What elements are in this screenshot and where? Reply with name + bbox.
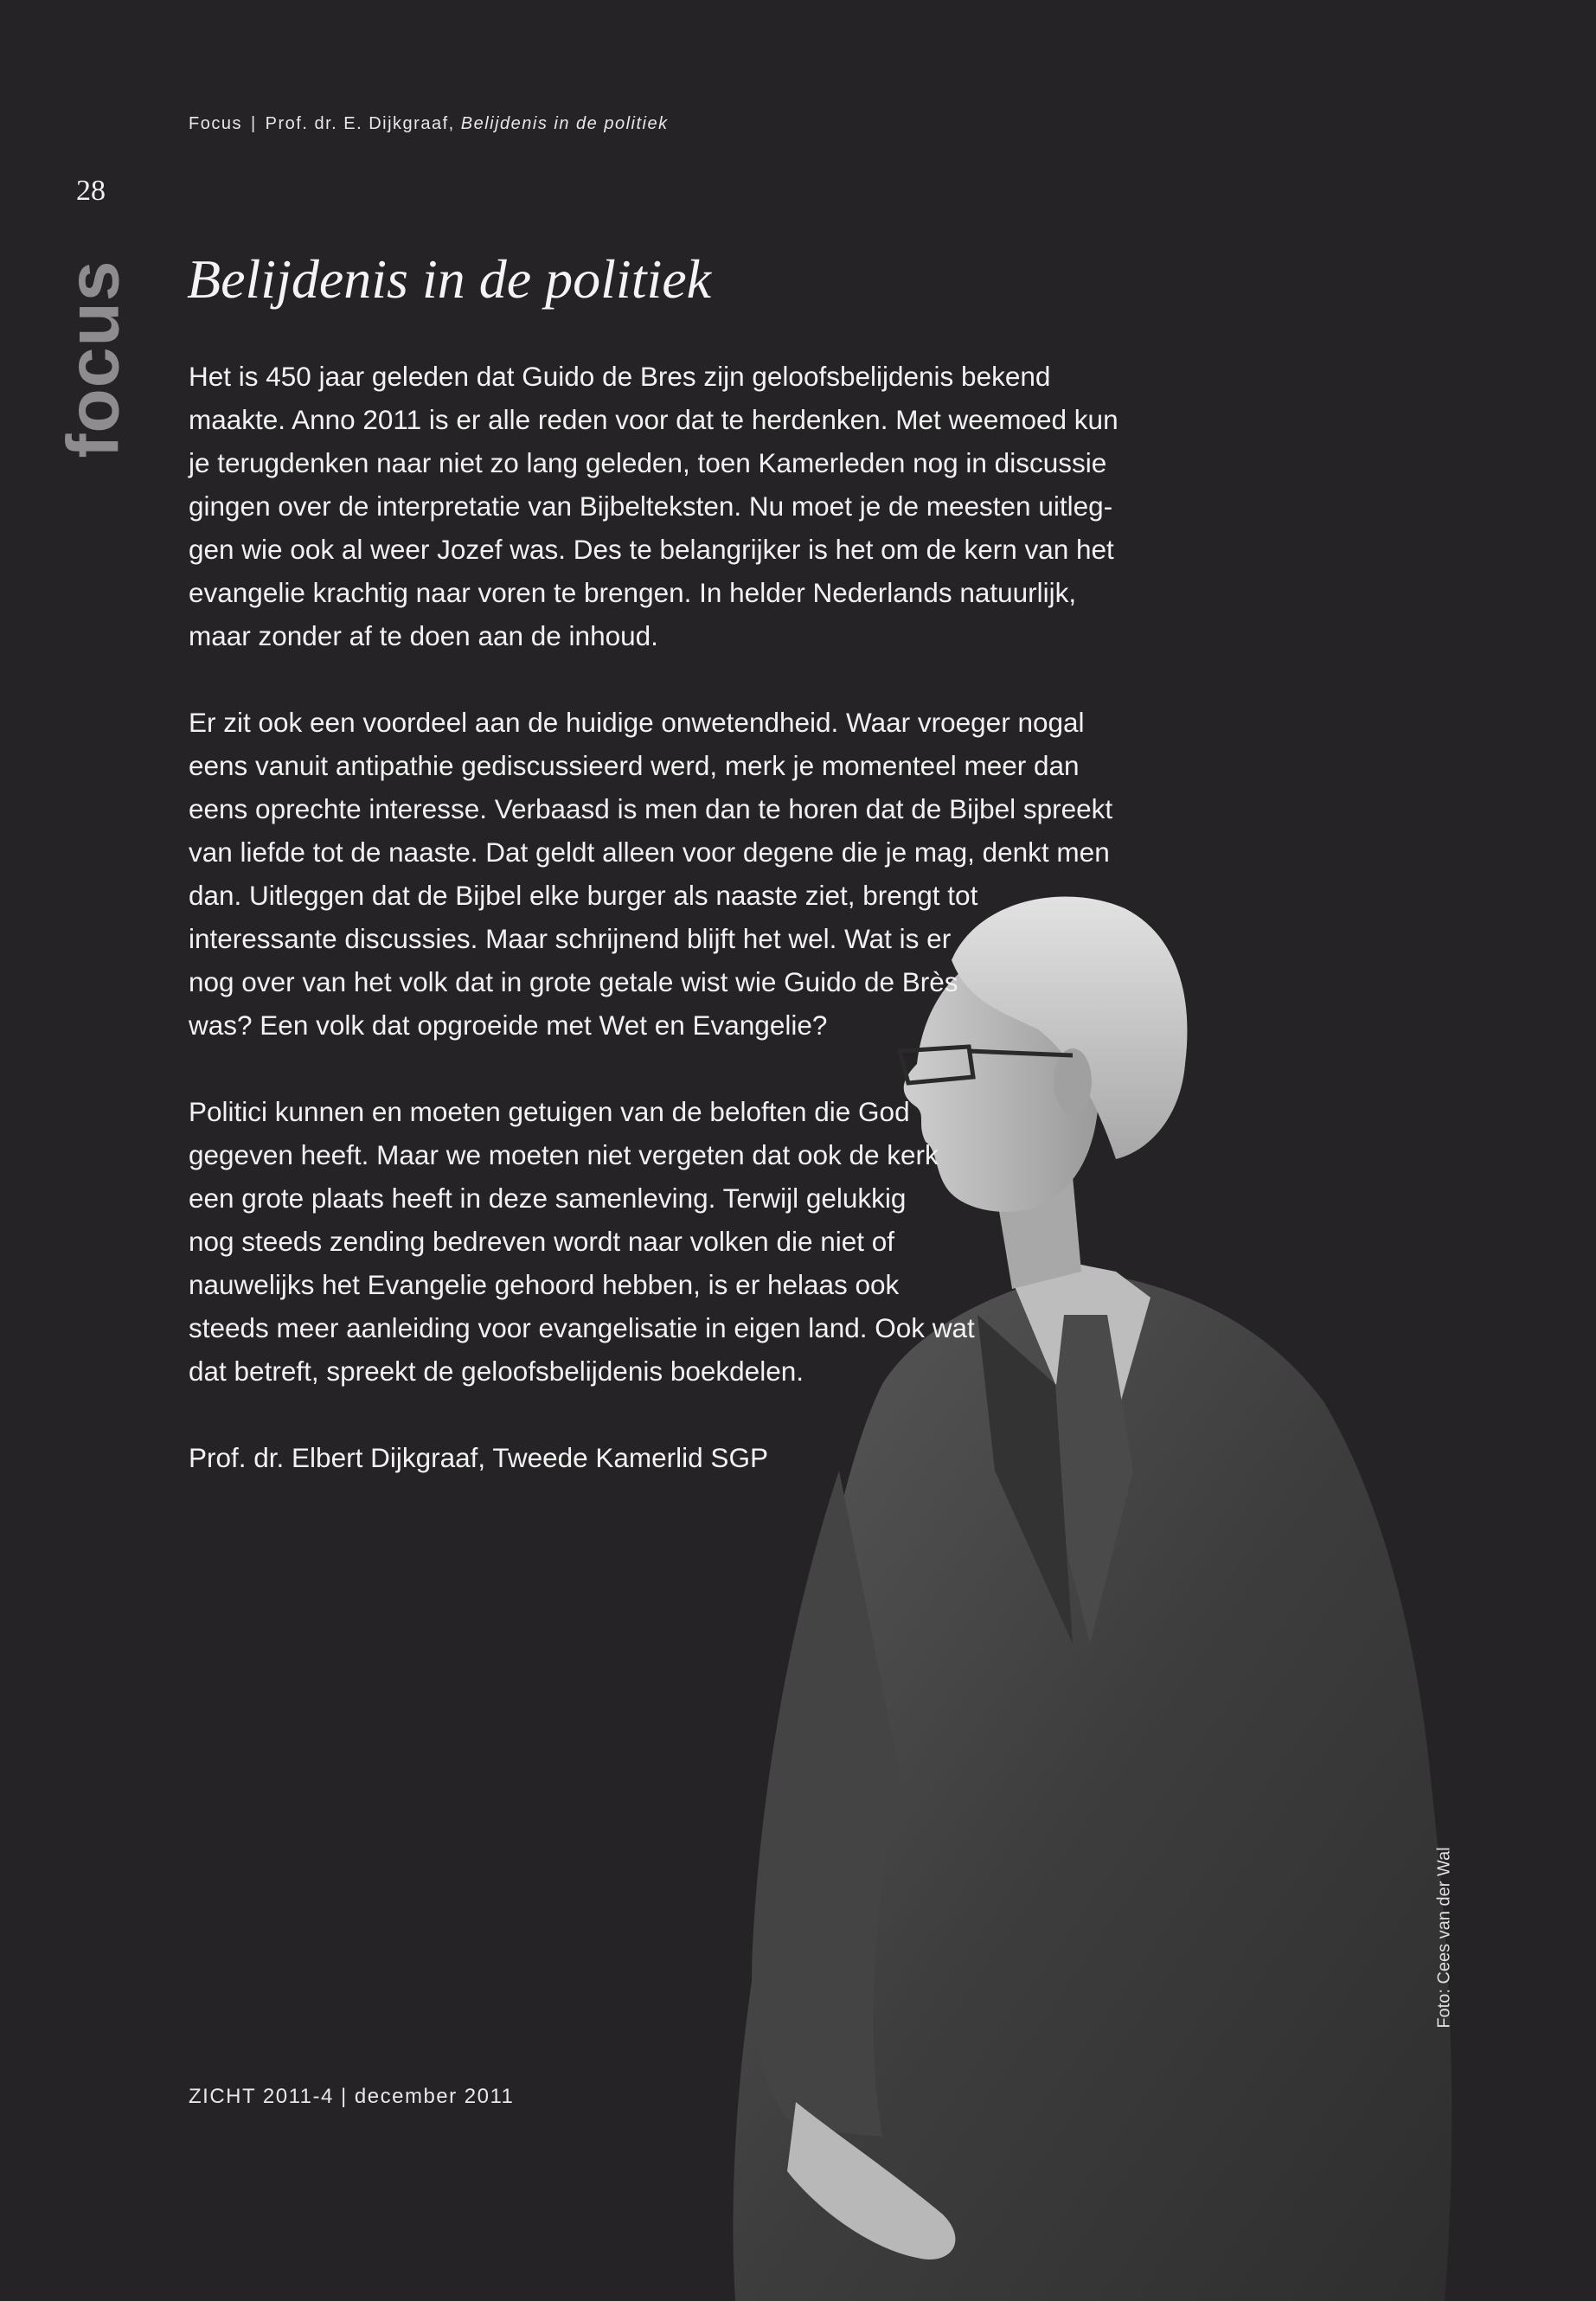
paragraph-line: gingen over de interpretatie van Bijbelteksten. Nu moet je de meesten uitleg- [189, 490, 1113, 522]
paragraph-line: van liefde tot de naaste. Dat geldt alleen voor degene die je mag, denkt men [189, 836, 1110, 868]
paragraph-line: was? Een volk dat opgroeide met Wet en Evangelie? [189, 1009, 828, 1041]
paragraph-2 [189, 701, 1157, 1047]
running-head-separator: | [250, 114, 257, 133]
paragraph-line: Er zit ook een voordeel aan de huidige onwetendheid. Waar vroeger nogal [189, 707, 1085, 738]
photo-credit: Foto: Cees van der Wal [1434, 1847, 1454, 2029]
paragraph-line: een grote plaats heeft in deze samenleving. Terwijl gelukkig [189, 1183, 907, 1214]
paragraph-1 [189, 355, 1157, 657]
section-label: focus [52, 260, 134, 458]
signature-line: Prof. dr. Elbert Dijkgraaf, Tweede Kamerlid SGP [189, 1442, 768, 1473]
running-head [189, 114, 669, 134]
running-head-section: Focus [189, 114, 242, 133]
paragraph-line: maar zonder af te doen aan de inhoud. [189, 620, 658, 651]
paragraph-line: maakte. Anno 2011 is er alle reden voor dat te herdenken. Met weemoed kun [189, 404, 1118, 435]
paragraph-line: dan. Uitleggen dat de Bijbel elke burger als naaste ziet, brengt tot [189, 880, 978, 911]
running-head-article-title: Belijdenis in de politiek [460, 114, 669, 133]
paragraph-line: je terugdenken naar niet zo lang geleden, toen Kamerleden nog in discussie [189, 447, 1107, 478]
signature [189, 1436, 1157, 1479]
paragraph-line: gen wie ook al weer Jozef was. Des te belangrijker is het om de kern van het [189, 534, 1114, 565]
paragraph-line: steeds meer aanleiding voor evangelisatie in eigen land. Ook wat [189, 1312, 975, 1343]
paragraph-line: nog steeds zending bedreven wordt naar volken die niet of [189, 1226, 895, 1257]
paragraph-line: gegeven heeft. Maar we moeten niet vergeten dat ook de kerk [189, 1139, 939, 1170]
page-number: 28 [76, 175, 106, 207]
paragraph-line: Politici kunnen en moeten getuigen van de beloften die God [189, 1096, 910, 1127]
paragraph-3 [189, 1090, 1157, 1393]
paragraph-line: dat betreft, spreekt de geloofsbelijdenis boekdelen. [189, 1356, 804, 1387]
issue-footer: ZICHT 2011-4 | december 2011 [189, 2085, 515, 2108]
paragraph-line: eens oprechte interesse. Verbaasd is men dan te horen dat de Bijbel spreekt [189, 793, 1113, 824]
article-body [189, 355, 1157, 1479]
paragraph-line: eens vanuit antipathie gediscussieerd werd, merk je momenteel meer dan [189, 750, 1080, 781]
paragraph-line: interessante discussies. Maar schrijnend blijft het wel. Wat is er [189, 923, 952, 954]
paragraph-line: evangelie krachtig naar voren te brengen. In helder Nederlands natuurlijk, [189, 577, 1077, 608]
paragraph-line: Het is 450 jaar geleden dat Guido de Bres zijn geloofsbelijdenis bekend [189, 361, 1051, 392]
paragraph-line: nog over van het volk dat in grote getale wist wie Guido de Brès [189, 966, 958, 997]
paragraph-line: nauwelijks het Evangelie gehoord hebben, is er helaas ook [189, 1269, 900, 1300]
running-head-author: Prof. dr. E. Dijkgraaf, [265, 114, 455, 133]
article-title: Belijdenis in de politiek [187, 248, 712, 310]
